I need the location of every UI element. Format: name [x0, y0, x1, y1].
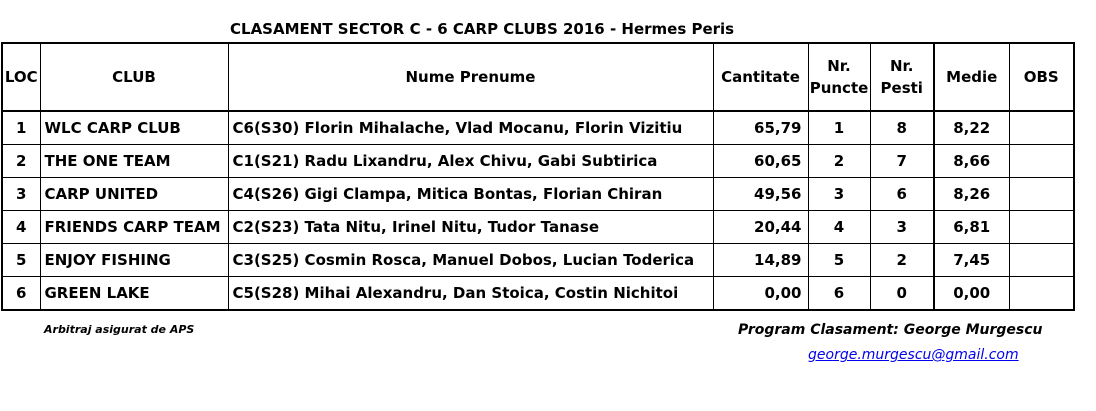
cell-cantitate: 0,00	[713, 277, 808, 311]
header-loc: LOC	[2, 43, 40, 111]
cell-names: C2(S23) Tata Nitu, Irinel Nitu, Tudor Tanase	[228, 211, 713, 244]
cell-cantitate: 49,56	[713, 178, 808, 211]
cell-names: C5(S28) Mihai Alexandru, Dan Stoica, Costin Nichitoi	[228, 277, 713, 311]
table-row	[2, 111, 1074, 145]
cell-club: WLC CARP CLUB	[40, 111, 228, 145]
cell-obs	[1009, 111, 1074, 145]
header-names: Nume Prenume	[228, 43, 713, 111]
cell-medie: 8,26	[934, 178, 1009, 211]
header-puncte	[808, 43, 870, 111]
cell-club: CARP UNITED	[40, 178, 228, 211]
cell-loc: 1	[2, 111, 40, 145]
cell-medie: 7,45	[934, 244, 1009, 277]
cell-puncte: 1	[808, 111, 870, 145]
cell-medie: 8,66	[934, 145, 1009, 178]
header-pesti	[870, 43, 934, 111]
cell-loc: 2	[2, 145, 40, 178]
table-row	[2, 178, 1074, 211]
cell-obs	[1009, 145, 1074, 178]
cell-loc: 4	[2, 211, 40, 244]
cell-puncte: 4	[808, 211, 870, 244]
header-row	[2, 43, 1074, 111]
header-pesti-line2: Pesti	[880, 79, 923, 97]
cell-loc: 6	[2, 277, 40, 311]
cell-names: C6(S30) Florin Mihalache, Vlad Mocanu, Florin Vizitiu	[228, 111, 713, 145]
cell-club: THE ONE TEAM	[40, 145, 228, 178]
cell-pesti: 6	[870, 178, 934, 211]
header-pesti-line1: Nr.	[889, 57, 914, 75]
cell-club: ENJOY FISHING	[40, 244, 228, 277]
page-title: CLASAMENT SECTOR C - 6 CARP CLUBS 2016 - Hermes Peris	[230, 20, 735, 38]
table-row	[2, 145, 1074, 178]
cell-pesti: 3	[870, 211, 934, 244]
cell-pesti: 7	[870, 145, 934, 178]
ranking-table	[1, 42, 1075, 311]
cell-cantitate: 65,79	[713, 111, 808, 145]
cell-medie: 0,00	[934, 277, 1009, 311]
cell-medie: 8,22	[934, 111, 1009, 145]
header-obs: OBS	[1009, 43, 1074, 111]
cell-club: FRIENDS CARP TEAM	[40, 211, 228, 244]
cell-names: C3(S25) Cosmin Rosca, Manuel Dobos, Lucian Toderica	[228, 244, 713, 277]
cell-puncte: 5	[808, 244, 870, 277]
cell-cantitate: 14,89	[713, 244, 808, 277]
cell-puncte: 2	[808, 145, 870, 178]
header-club: CLUB	[40, 43, 228, 111]
cell-pesti: 0	[870, 277, 934, 311]
cell-loc: 5	[2, 244, 40, 277]
cell-obs	[1009, 178, 1074, 211]
header-cantitate: Cantitate	[713, 43, 808, 111]
cell-cantitate: 20,44	[713, 211, 808, 244]
cell-obs	[1009, 277, 1074, 311]
cell-names: C4(S26) Gigi Clampa, Mitica Bontas, Florian Chiran	[228, 178, 713, 211]
header-puncte-line2: Puncte	[809, 79, 869, 97]
header-puncte-line1: Nr.	[827, 57, 851, 75]
cell-pesti: 2	[870, 244, 934, 277]
email-link[interactable]: george.murgescu@gmail.com	[808, 347, 1019, 363]
table-row	[2, 211, 1074, 244]
table-row	[2, 277, 1074, 311]
cell-medie: 6,81	[934, 211, 1009, 244]
cell-obs	[1009, 244, 1074, 277]
header-medie: Medie	[934, 43, 1009, 111]
arbitraj-note: Arbitraj asigurat de APS	[44, 323, 195, 336]
program-credit: Program Clasament: George Murgescu	[738, 322, 1043, 338]
table-row	[2, 244, 1074, 277]
cell-loc: 3	[2, 178, 40, 211]
cell-puncte: 6	[808, 277, 870, 311]
cell-cantitate: 60,65	[713, 145, 808, 178]
cell-puncte: 3	[808, 178, 870, 211]
cell-obs	[1009, 211, 1074, 244]
cell-pesti: 8	[870, 111, 934, 145]
cell-names: C1(S21) Radu Lixandru, Alex Chivu, Gabi Subtirica	[228, 145, 713, 178]
cell-club: GREEN LAKE	[40, 277, 228, 311]
